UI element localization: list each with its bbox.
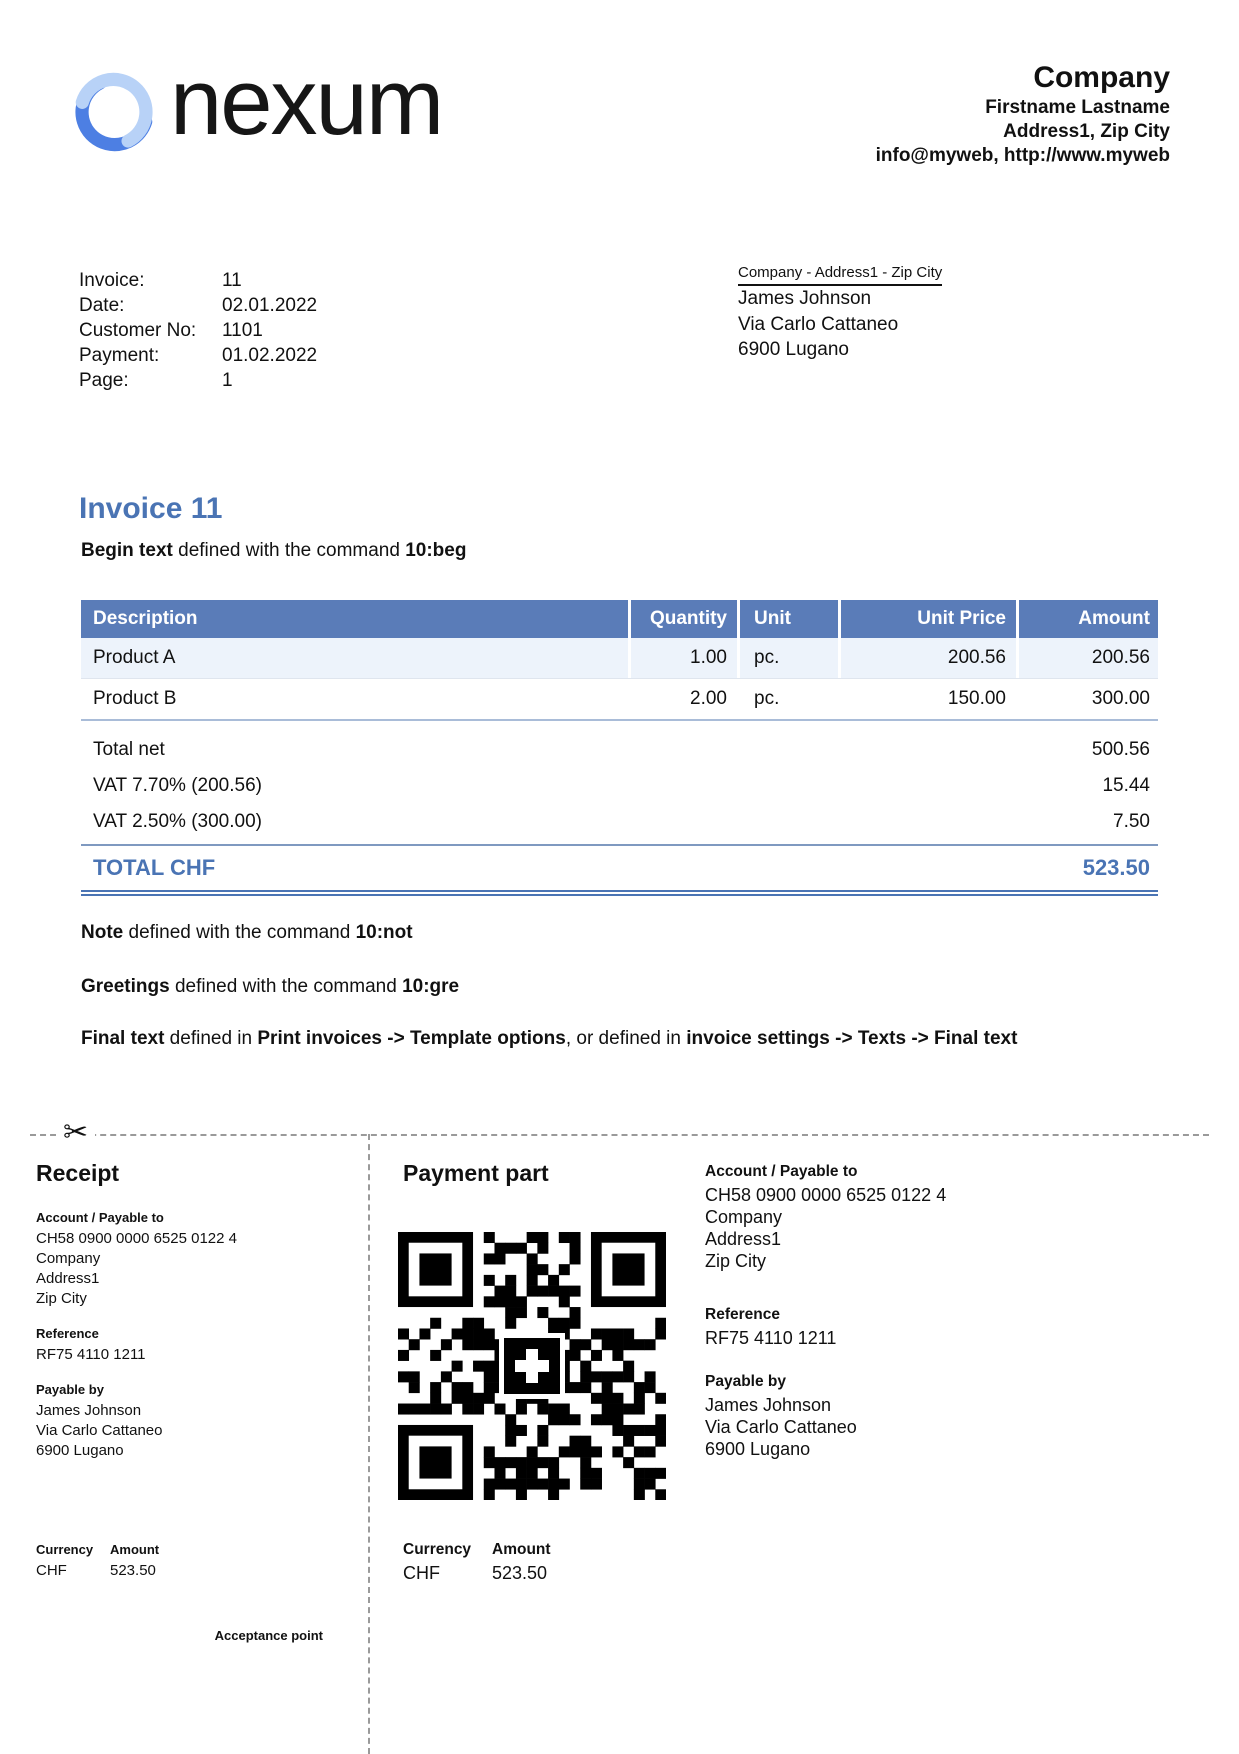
payment-payable-by-section — [705, 1372, 857, 1460]
meta-row — [79, 368, 317, 393]
amount-label: Amount — [110, 1542, 160, 1557]
item-quantity: 1.00 — [631, 638, 737, 678]
item-unit-price: 150.00 — [947, 688, 1006, 709]
invoice-meta — [79, 268, 317, 393]
debtor-name: James Johnson — [36, 1402, 142, 1419]
payment-account-section — [705, 1162, 946, 1272]
iban: CH58 0900 0000 6525 0122 4 — [36, 1230, 238, 1247]
col-description: Description — [81, 600, 628, 638]
creditor-city: Zip City — [36, 1290, 87, 1307]
sender-line: Company - Address1 - Zip City — [738, 264, 942, 286]
grand-total-label: TOTAL CHF — [93, 855, 216, 880]
meta-value: 1101 — [222, 320, 263, 341]
creditor-street: Address1 — [36, 1270, 100, 1287]
currency-value: CHF — [403, 1563, 440, 1583]
table-header-row — [81, 600, 1158, 638]
payment-reference-section — [705, 1305, 836, 1349]
meta-label: Date: — [79, 295, 125, 316]
meta-row — [79, 268, 317, 293]
summary-label: VAT 7.70% (200.56) — [93, 775, 262, 796]
debtor-name: James Johnson — [705, 1395, 832, 1415]
meta-row — [79, 318, 317, 343]
reference-value: RF75 4110 1211 — [705, 1328, 837, 1348]
table-row — [81, 679, 1158, 721]
meta-value: 02.01.2022 — [222, 295, 318, 316]
debtor-city: 6900 Lugano — [705, 1439, 811, 1459]
grand-total-rule — [81, 890, 1158, 896]
recipient-city: 6900 Lugano — [738, 339, 849, 360]
item-description: Product B — [93, 688, 177, 709]
meta-row — [79, 343, 317, 368]
col-unit: Unit — [740, 600, 838, 638]
meta-value: 11 — [222, 270, 242, 291]
payment-currency-amount — [403, 1540, 551, 1584]
summary-label: Total net — [93, 739, 165, 760]
swiss-qr-code — [398, 1232, 666, 1500]
reference-value: RF75 4110 1211 — [36, 1346, 146, 1363]
currency-label: Currency — [36, 1542, 94, 1557]
vertical-cut-line — [368, 1134, 370, 1754]
summary-value: 500.56 — [1091, 739, 1150, 760]
creditor-city: Zip City — [705, 1251, 767, 1271]
creditor-name: Company — [705, 1207, 783, 1227]
col-unit-price: Unit Price — [841, 600, 1016, 638]
note-text: Note defined with the command 10:not — [81, 922, 413, 943]
summary-row — [81, 804, 1158, 840]
summary-row — [81, 732, 1158, 768]
nexum-logo-icon — [70, 68, 158, 161]
currency-label: Currency — [403, 1541, 472, 1558]
amount-value: 523.50 — [492, 1563, 548, 1583]
company-address: Address1, Zip City — [1003, 121, 1170, 142]
logo-text: nexum — [170, 49, 443, 154]
recipient-address — [738, 264, 942, 363]
acceptance-point-label: Acceptance point — [214, 1628, 323, 1643]
table-row — [81, 638, 1158, 679]
summary-value: 15.44 — [1102, 775, 1150, 796]
company-contact: info@myweb, http://www.myweb — [875, 145, 1170, 166]
currency-value: CHF — [36, 1562, 67, 1579]
payment-part-title: Payment part — [403, 1160, 549, 1186]
invoice-title: Invoice 11 — [79, 492, 223, 525]
receipt-reference-section — [36, 1326, 146, 1365]
items-table — [81, 600, 1158, 721]
scissors-icon: ✂ — [56, 1116, 95, 1150]
meta-label: Customer No: — [79, 320, 197, 341]
receipt-payable-by-section — [36, 1382, 162, 1461]
receipt-title: Receipt — [36, 1160, 120, 1186]
grand-total-value: 523.50 — [1082, 855, 1150, 880]
summary-value: 7.50 — [1113, 811, 1150, 832]
meta-value: 01.02.2022 — [222, 345, 318, 366]
meta-row — [79, 293, 317, 318]
iban: CH58 0900 0000 6525 0122 4 — [705, 1185, 947, 1205]
recipient-name: James Johnson — [738, 288, 872, 309]
amount-label: Amount — [492, 1541, 551, 1558]
reference-label: Reference — [36, 1326, 99, 1341]
begin-text: Begin text defined with the command 10:beg — [81, 540, 467, 561]
company-header — [876, 60, 1170, 168]
receipt-currency-amount — [36, 1542, 159, 1581]
item-unit: pc. — [754, 688, 780, 709]
item-amount: 300.00 — [1091, 688, 1150, 709]
greetings-text: Greetings defined with the command 10:gre — [81, 976, 460, 997]
item-amount: 200.56 — [1019, 638, 1158, 678]
item-unit-price: 200.56 — [841, 638, 1016, 678]
company-name: Company — [1033, 61, 1170, 94]
meta-label: Payment: — [79, 345, 160, 366]
debtor-city: 6900 Lugano — [36, 1442, 124, 1459]
receipt-account-section — [36, 1210, 237, 1309]
summary-row — [81, 768, 1158, 804]
final-text: Final text defined in Print invoices -> Template options, or defined in invoice settings -> Texts -> Final text — [81, 1028, 1018, 1049]
meta-label: Page: — [79, 370, 129, 391]
totals-section — [81, 732, 1158, 896]
meta-value: 1 — [222, 370, 233, 391]
recipient-street: Via Carlo Cattaneo — [738, 313, 899, 335]
item-quantity: 2.00 — [690, 688, 727, 709]
item-description: Product A — [81, 638, 628, 678]
amount-value: 523.50 — [110, 1562, 156, 1579]
account-payable-label: Account / Payable to — [705, 1163, 858, 1180]
payable-by-label: Payable by — [705, 1373, 786, 1390]
reference-label: Reference — [705, 1306, 780, 1323]
summary-label: VAT 2.50% (300.00) — [93, 811, 262, 832]
col-quantity: Quantity — [631, 600, 737, 638]
account-payable-label: Account / Payable to — [36, 1210, 164, 1225]
meta-label: Invoice: — [79, 270, 145, 291]
item-unit: pc. — [740, 638, 838, 678]
creditor-street: Address1 — [705, 1229, 782, 1249]
creditor-name: Company — [36, 1250, 101, 1267]
horizontal-cut-line — [30, 1134, 1209, 1136]
payable-by-label: Payable by — [36, 1382, 104, 1397]
debtor-street: Via Carlo Cattaneo — [705, 1417, 857, 1437]
grand-total-row — [81, 846, 1158, 890]
company-owner: Firstname Lastname — [985, 97, 1170, 118]
col-amount: Amount — [1019, 600, 1158, 638]
debtor-street: Via Carlo Cattaneo — [36, 1422, 163, 1439]
